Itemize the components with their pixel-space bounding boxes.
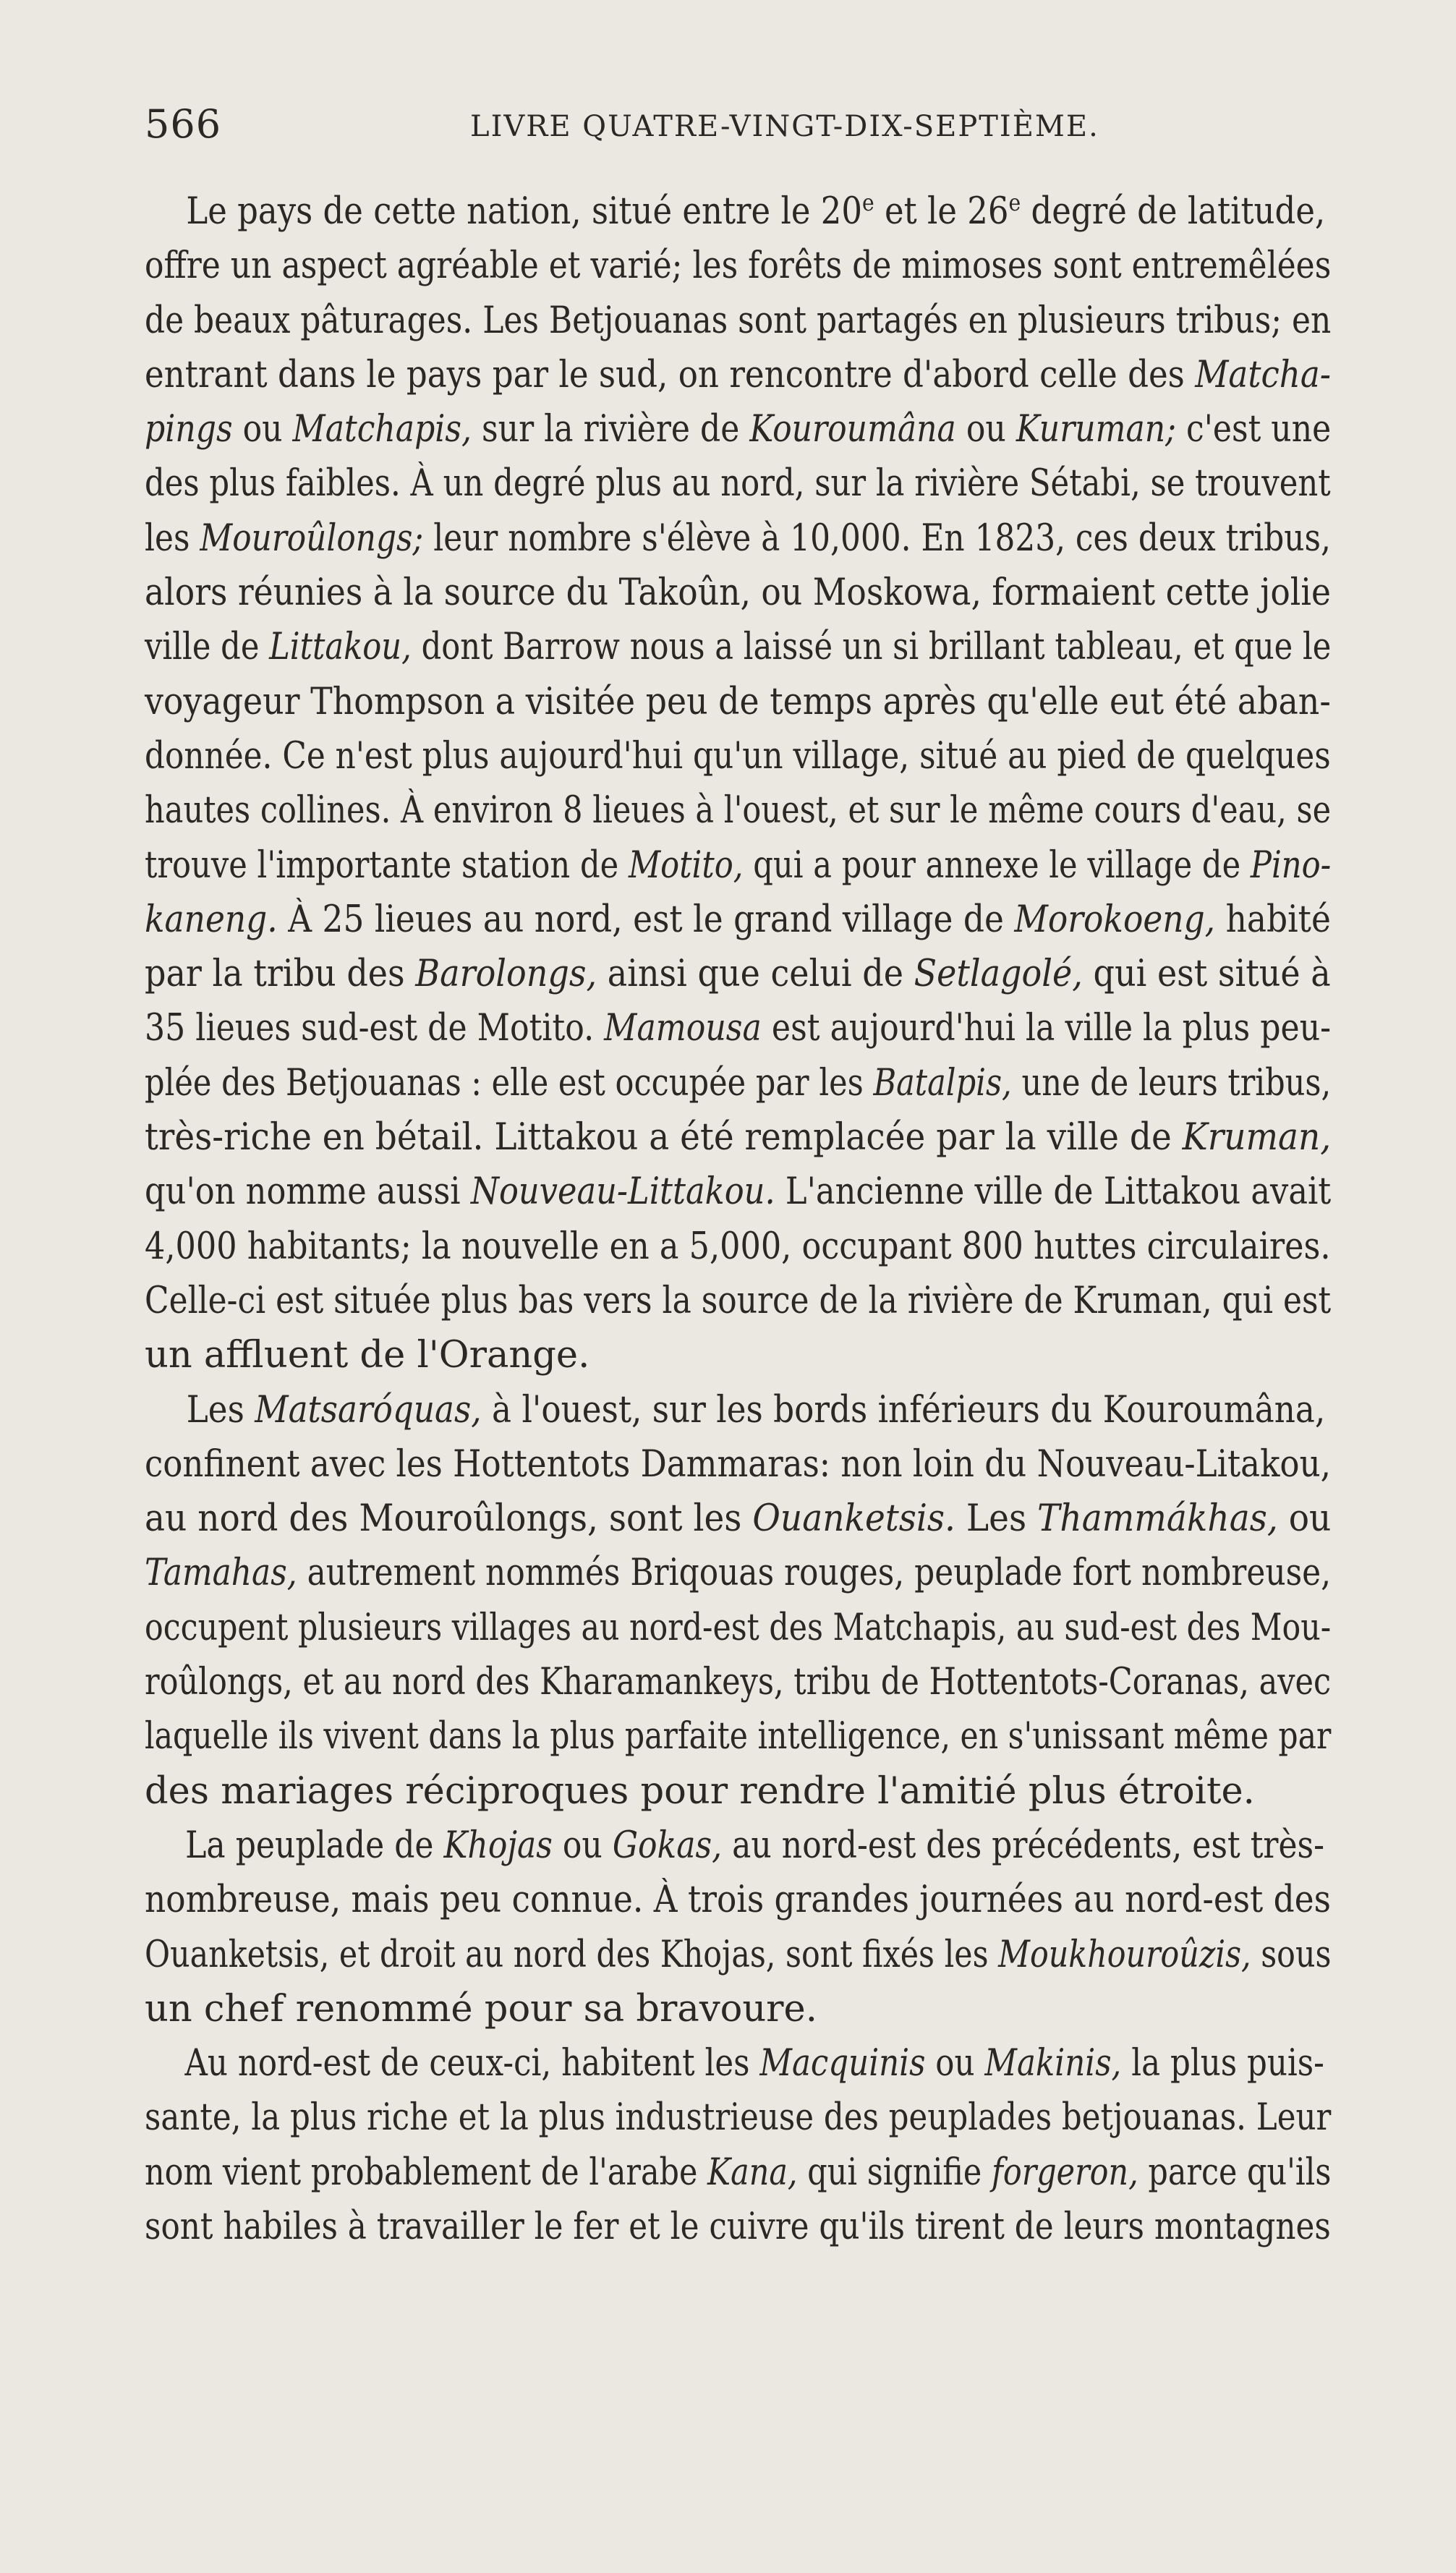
italic-term: Kuruman; [1016, 408, 1177, 451]
text-run: 4,000 habitants; la nouvelle en a 5,000, occupant 800 huttes circulaires. [145, 1225, 1331, 1268]
page-number: 566 [145, 101, 222, 147]
text-line [145, 1709, 1332, 1764]
text-line [145, 348, 1331, 402]
text-run: ou [552, 1824, 613, 1867]
text-line [145, 1982, 1331, 2036]
text-run: Les [955, 1497, 1038, 1541]
text-run: sont habiles à travailler le fer et le cuivre qu'ils tirent de leurs montagnes [145, 2205, 1331, 2248]
text-line [145, 1928, 1332, 1982]
text-line [145, 184, 1326, 239]
text-run: sur la rivière de [472, 408, 750, 451]
text-run: un affluent de l'Orange. [145, 1334, 590, 1377]
text-line [145, 675, 1331, 729]
text-line [145, 566, 1331, 620]
text-line [145, 1764, 1331, 1819]
text-run: c'est une [1176, 408, 1332, 451]
text-run: qu'on nomme aussi [145, 1170, 471, 1214]
text-run: ou [232, 408, 293, 451]
text-run: Au nord-est de ceux-ci, habitent les [184, 2042, 760, 2085]
superscript: e [861, 189, 874, 216]
text-run: ou [1277, 1497, 1332, 1541]
text-run: Le pays de cette nation, situé entre le 20 [186, 190, 862, 233]
italic-term: Ouanketsis. [752, 1497, 955, 1541]
text-line [145, 1110, 1332, 1165]
italic-term: Gokas, [612, 1824, 723, 1867]
text-line [145, 1328, 1331, 1382]
running-head: LIVRE QUATRE-VINGT-DIX-SEPTIÈME. [470, 110, 1099, 143]
superscript: e [1008, 189, 1021, 216]
text-run: Les [186, 1388, 255, 1432]
text-line [145, 1492, 1332, 1546]
italic-term: Pino- [1250, 843, 1332, 887]
text-line [145, 2091, 1332, 2145]
text-run: voyageur Thompson a visitée peu de temps après qu'elle eut été aban- [145, 680, 1331, 723]
text-line [145, 1819, 1325, 1873]
text-run: par la tribu des [145, 953, 416, 996]
text-line [145, 1001, 1332, 1055]
text-run: confinent avec les Hottentots Dammaras: non loin du Nouveau-Litakou, [145, 1442, 1331, 1486]
italic-term: Khojas [443, 1824, 553, 1867]
text-line [145, 294, 1332, 348]
text-run: Celle-ci est située plus bas vers la source de la rivière de Kruman, qui est [145, 1279, 1332, 1322]
text-line [145, 2145, 1332, 2200]
italic-term: Matchapis, [292, 408, 472, 451]
text-run: qui a pour annexe le village de [743, 843, 1251, 887]
text-line [145, 1437, 1331, 1492]
text-run: qui signifie [797, 2151, 992, 2194]
italic-term: Tamahas, [145, 1552, 297, 1595]
text-run: roûlongs, et au nord des Kharamankeys, tribu de Hottentots-Coranas, avec [145, 1661, 1332, 1704]
text-run: au nord-est des précédents, est très- [722, 1824, 1325, 1867]
text-line [145, 838, 1332, 893]
text-run: et le 26 [874, 190, 1009, 233]
text-line [145, 511, 1331, 566]
text-line [145, 239, 1332, 293]
text-run: plée des Betjouanas : elle est occupée par les [145, 1061, 874, 1105]
text-run: qui est situé à [1082, 953, 1331, 996]
text-run: ou [955, 408, 1016, 451]
text-run: leur nombre s'élève à 10,000. En 1823, ces deux tribus, [423, 516, 1331, 560]
text-run: la plus puis- [1121, 2042, 1324, 2085]
italic-term: Matcha- [1195, 353, 1331, 396]
text-run: ou [925, 2042, 985, 2085]
italic-term: Nouveau-Littakou. [470, 1170, 775, 1214]
italic-term: Moukhouroûzis, [998, 1933, 1251, 1976]
text-line [145, 2200, 1331, 2254]
text-run: L'ancienne ville de Littakou avait [775, 1170, 1332, 1214]
text-run: des plus faibles. À un degré plus au nord, sur la rivière Sétabi, se trouvent [145, 462, 1331, 506]
body-text [145, 184, 1331, 2254]
italic-term: Kruman, [1182, 1116, 1332, 1160]
text-line [145, 1383, 1326, 1437]
text-run: alors réunies à la source du Takoûn, ou Moskowa, formaient cette jolie [145, 571, 1331, 615]
text-line [145, 402, 1332, 456]
text-line [145, 1655, 1332, 1709]
italic-term: Littakou, [269, 626, 412, 669]
text-run: occupent plusieurs villages au nord-est des Matchapis, au sud-est des Mou- [145, 1606, 1332, 1649]
text-run: parce qu'ils [1138, 2151, 1332, 2194]
text-line [145, 729, 1331, 783]
text-line [145, 1546, 1332, 1600]
text-run: À 25 lieues au nord, est le grand village de [277, 898, 1015, 941]
text-line [145, 1601, 1332, 1655]
page-header [145, 101, 1331, 159]
text-run: habité [1215, 898, 1331, 941]
italic-term: kaneng. [145, 898, 278, 941]
italic-term: forgeron, [991, 2151, 1138, 2194]
text-line [145, 1274, 1332, 1328]
text-run: hautes collines. À environ 8 lieues à l'ouest, et sur le même cours d'eau, se [145, 789, 1332, 833]
text-run: trouve l'importante station de [145, 843, 629, 887]
italic-term: Matsaróquas, [255, 1388, 482, 1432]
text-run: entrant dans le pays par le sud, on rencontre d'abord celle des [145, 353, 1196, 396]
text-run: nombreuse, mais peu connue. À trois grandes journées au nord-est des [145, 1879, 1331, 1922]
italic-term: Kouroumâna [749, 408, 956, 451]
italic-term: Mamousa [604, 1007, 762, 1050]
italic-term: Kana, [707, 2151, 798, 2194]
text-run: sante, la plus riche et la plus industrieuse des peuplades betjouanas. Leur [145, 2096, 1332, 2140]
text-run: ville de [145, 626, 270, 669]
text-run: degré de latitude, [1021, 190, 1326, 233]
italic-term: Setlagolé, [914, 953, 1083, 996]
text-line [145, 620, 1332, 674]
italic-term: Thammákhas, [1037, 1497, 1278, 1541]
text-run: très-riche en bétail. Littakou a été remplacée par la ville de [145, 1116, 1183, 1160]
text-line [145, 1220, 1331, 1274]
text-run: laquelle ils vivent dans la plus parfaite intelligence, en s'unissant même par [145, 1715, 1332, 1758]
italic-term: pings [145, 408, 233, 451]
text-run: les [145, 516, 200, 560]
text-run: un chef renommé pour sa bravoure. [145, 1987, 817, 2030]
text-run: au nord des Mouroûlongs, sont les [145, 1497, 753, 1541]
text-run: donnée. Ce n'est plus aujourd'hui qu'un village, situé au pied de quelques [145, 734, 1331, 778]
text-line [145, 456, 1331, 511]
text-line [145, 1056, 1332, 1110]
text-run: La peuplade de [185, 1824, 444, 1867]
text-line [145, 2036, 1324, 2091]
text-run: offre un aspect agréable et varié; les forêts de mimoses sont entremêlées [145, 244, 1332, 288]
text-run: des mariages réciproques pour rendre l'amitié plus étroite. [145, 1769, 1255, 1813]
text-run: autrement nommés Briqouas rouges, peuplade fort nombreuse, [297, 1552, 1332, 1595]
italic-term: Makinis, [984, 2042, 1122, 2085]
italic-term: Mouroûlongs; [200, 516, 424, 560]
text-line [145, 1165, 1332, 1219]
text-run: à l'ouest, sur les bords inférieurs du Kouroumâna, [481, 1388, 1326, 1432]
text-line [145, 893, 1331, 947]
text-run: 35 lieues sud-est de Motito. [145, 1007, 605, 1050]
text-line [145, 1873, 1331, 1927]
italic-term: Morokoeng, [1014, 898, 1216, 941]
italic-term: Batalpis, [873, 1061, 1012, 1105]
text-run: dont Barrow nous a laissé un si brillant tableau, et que le [411, 626, 1332, 669]
text-run: de beaux pâturages. Les Betjouanas sont partagés en plusieurs tribus; en [145, 299, 1332, 342]
text-run: Ouanketsis, et droit au nord des Khojas, sont fixés les [145, 1933, 999, 1976]
text-run: sous [1251, 1933, 1332, 1976]
text-run: une de leurs tribus, [1011, 1061, 1332, 1105]
italic-term: Macquinis [759, 2042, 926, 2085]
italic-term: Motito, [628, 843, 744, 887]
text-run: nom vient probablement de l'arabe [145, 2151, 708, 2194]
text-line [145, 947, 1331, 1001]
text-line [145, 783, 1332, 838]
text-run: ainsi que celui de [597, 953, 914, 996]
italic-term: Barolongs, [415, 953, 597, 996]
text-run: est aujourd'hui la ville la plus peu- [761, 1007, 1332, 1050]
